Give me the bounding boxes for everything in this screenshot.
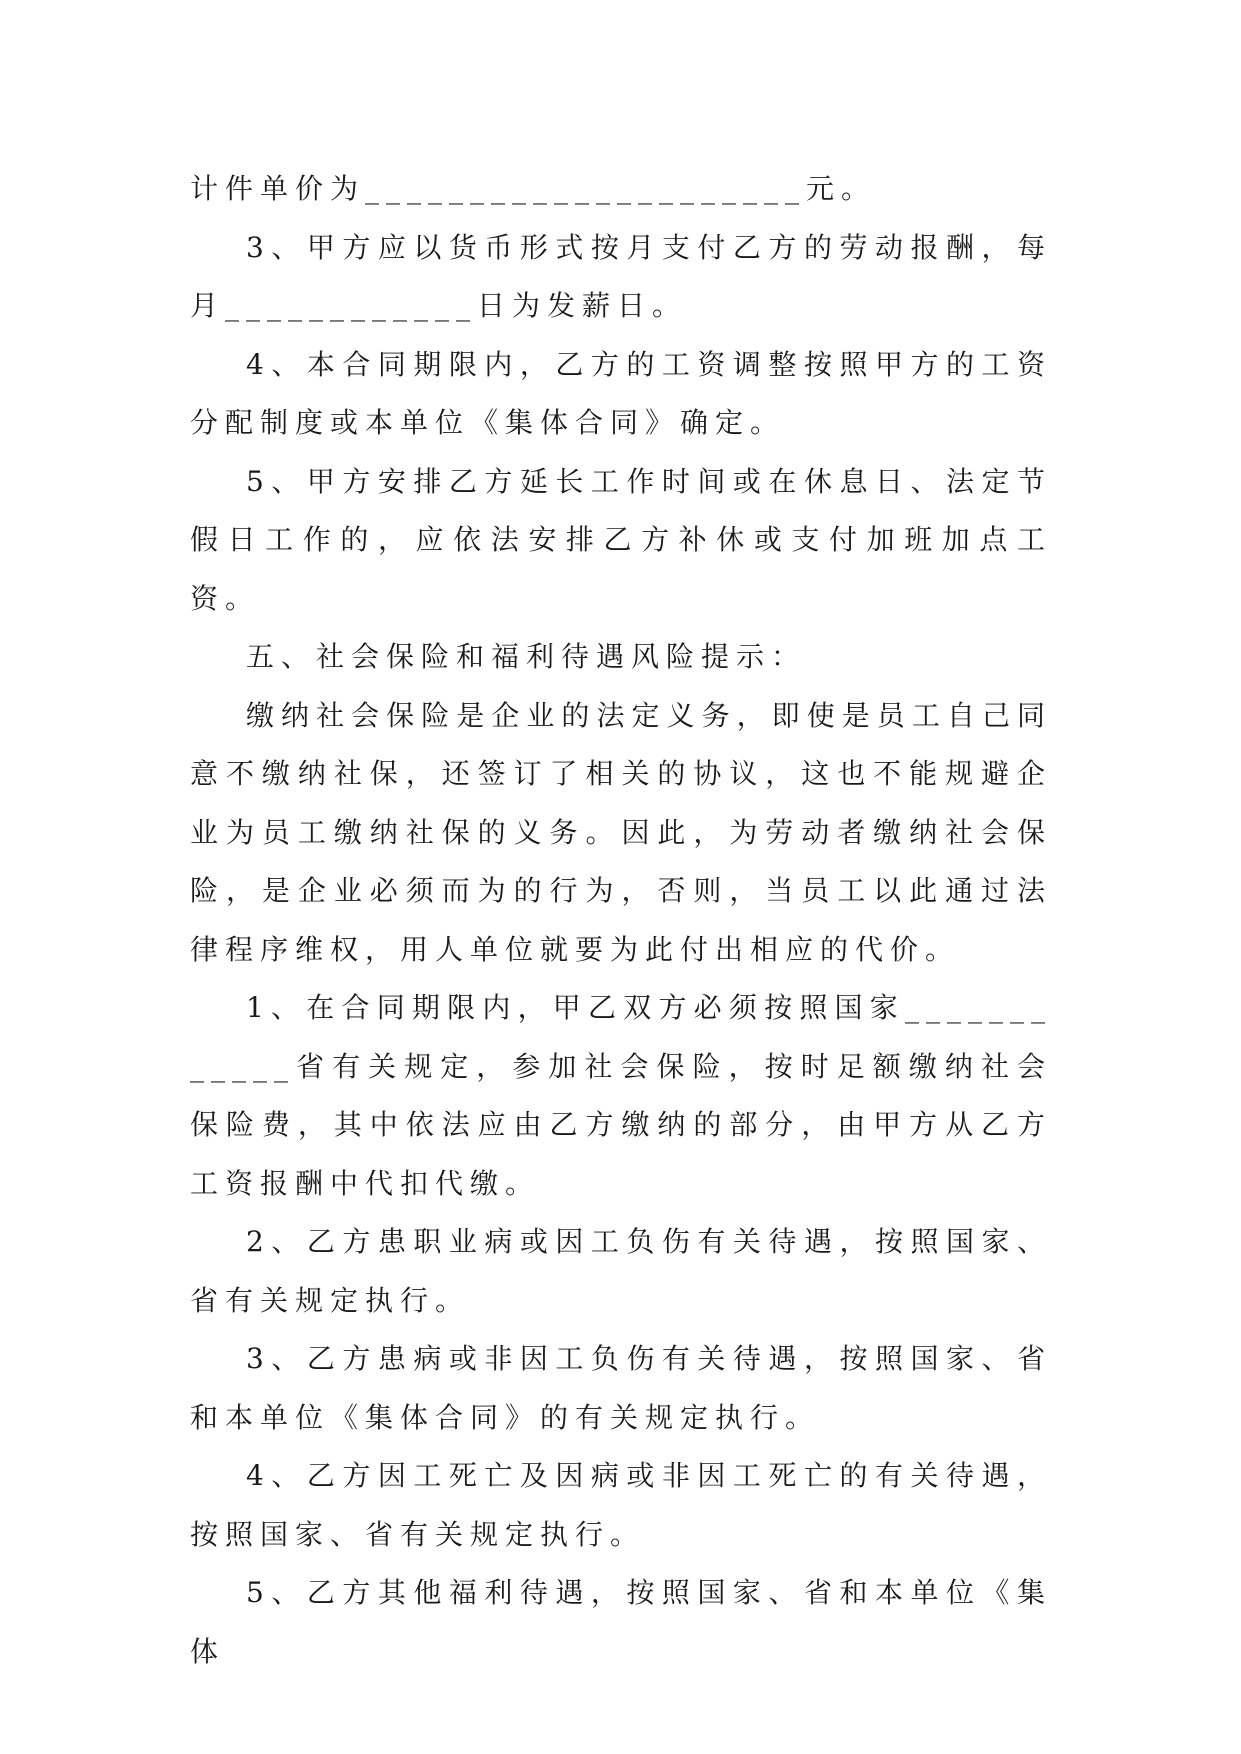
- paragraph-insurance-clause-4: 4、乙方因工死亡及因病或非因工死亡的有关待遇，按照国家、省有关规定执行。: [190, 1459, 1052, 1551]
- paragraph-wage-adjustment: 4、本合同期限内，乙方的工资调整按照甲方的工资分配制度或本单位《集体合同》确定。: [190, 347, 1052, 439]
- paragraph-overtime: 5、甲方安排乙方延长工作时间或在休息日、法定节假日工作的，应依法安排乙方补休或支付加班加点工资。: [190, 464, 1052, 615]
- document-body: [190, 160, 1052, 1681]
- paragraph-insurance-clause-2: 2、乙方患职业病或因工负伤有关待遇，按照国家、省有关规定执行。: [190, 1225, 1052, 1317]
- paragraph-insurance-clause-3: 3、乙方患病或非因工负伤有关待遇，按照国家、省和本单位《集体合同》的有关规定执行。: [190, 1342, 1052, 1434]
- paragraph-insurance-clause-1: 1、在合同期限内，甲乙双方必须按照国家____________省有关规定，参加社会保险，按时足额缴纳社会保险费，其中依法应由乙方缴纳的部分，由甲方从乙方工资报酬中代扣代缴。: [190, 991, 1052, 1200]
- paragraph-insurance-obligation: 缴纳社会保险是企业的法定义务，即使是员工自己同意不缴纳社保，还签订了相关的协议，这也不能规避企业为员工缴纳社保的义务。因此，为劳动者缴纳社会保险，是企业必须而为的行为，否则，当员工以此通过法律程序维权，用人单位就要为此付出相应的代价。: [190, 698, 1052, 966]
- paragraph-insurance-clause-5: 5、乙方其他福利待遇，按照国家、省和本单位《集体: [190, 1576, 1052, 1668]
- paragraph-piece-rate: 计件单价为_____________________元。: [190, 172, 877, 205]
- paragraph-payday: 3、甲方应以货币形式按月支付乙方的劳动报酬，每月____________日为发薪日。: [190, 230, 1052, 322]
- section-heading-social-insurance: 五、社会保险和福利待遇风险提示：: [246, 640, 807, 673]
